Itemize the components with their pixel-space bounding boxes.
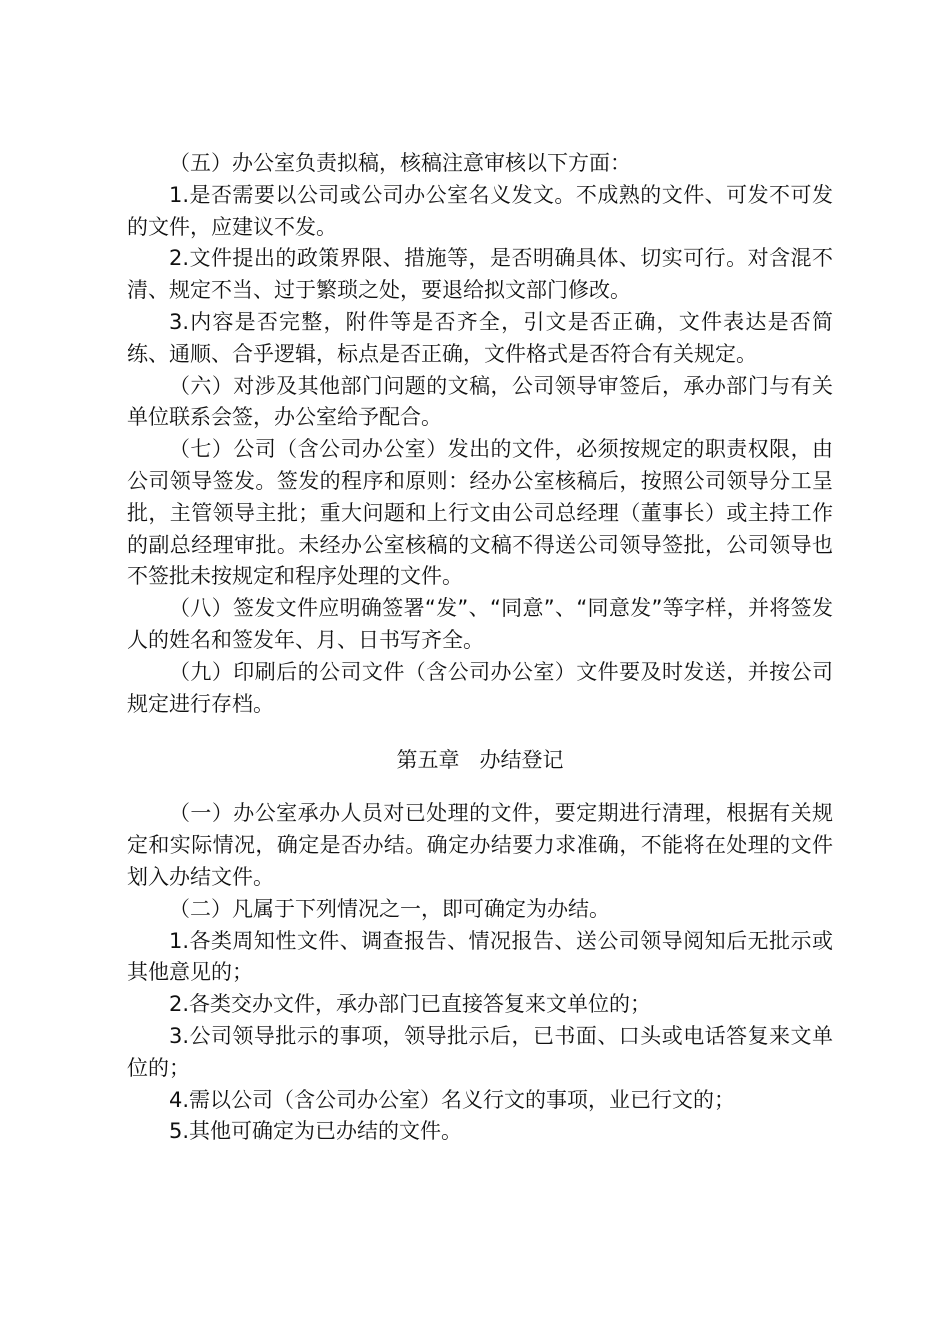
paragraph: （二）凡属于下列情况之一，即可确定为办结。 <box>169 896 610 921</box>
paragraph: （七）公司（含公司办公室）发出的文件，必须按规定的职责权限，由公司领导签发。签发的程序和原则：经办公室核稿后，按照公司领导分工呈批，主管领导主批；重大问题和上行文由公司总经理（董事长）或主持工作的副总经理审批。未经办公室核稿的文稿不得送公司领导签批，公司领导也不签批未按规定和程序处理的文件。 <box>127 437 833 589</box>
paragraph: （八）签发文件应明确签署“发”、“同意”、“同意发”等字样，并将签发人的姓名和签发年、月、日书写齐全。 <box>127 596 833 652</box>
paragraph: 4.需以公司（含公司办公室）名义行文的事项，业已行文的； <box>169 1087 736 1112</box>
paragraph: 3.内容是否完整，附件等是否齐全，引文是否正确，文件表达是否简练、通顺、合乎逻辑，标点是否正确，文件格式是否符合有关规定。 <box>127 309 833 366</box>
paragraph: （五）办公室负责拟稿，核稿注意审核以下方面： <box>169 151 631 175</box>
paragraph: （一）办公室承办人员对已处理的文件，要定期进行清理，根据有关规定和实际情况，确定是否办结。确定办结要力求准确，不能将在处理的文件划入办结文件。 <box>127 801 833 889</box>
paragraph: 1.各类周知性文件、调查报告、情况报告、送公司领导阅知后无批示或其他意见的； <box>127 928 833 985</box>
paragraph: （九）印刷后的公司文件（含公司办公室）文件要及时发送，并按公司规定进行存档。 <box>127 659 833 716</box>
paragraph: 1.是否需要以公司或公司办公室名义发文。不成熟的文件、可发不可发的文件，应建议不发。 <box>127 182 833 239</box>
paragraph: 5.其他可确定为已办结的文件。 <box>169 1119 463 1144</box>
chapter-heading: 第五章 办结登记 <box>396 748 564 773</box>
paragraph: 3.公司领导批示的事项，领导批示后，已书面、口头或电话答复来文单位的； <box>127 1023 833 1080</box>
paragraph: （六）对涉及其他部门问题的文稿，公司领导审签后，承办部门与有关单位联系会签，办公室给予配合。 <box>127 373 833 430</box>
paragraph: 2.各类交办文件，承办部门已直接答复来文单位的； <box>169 992 652 1017</box>
paragraph: 2.文件提出的政策界限、措施等，是否明确具体、切实可行。对含混不清、规定不当、过于繁琐之处，要退给拟文部门修改。 <box>127 246 833 303</box>
document-body <box>127 148 833 1148</box>
